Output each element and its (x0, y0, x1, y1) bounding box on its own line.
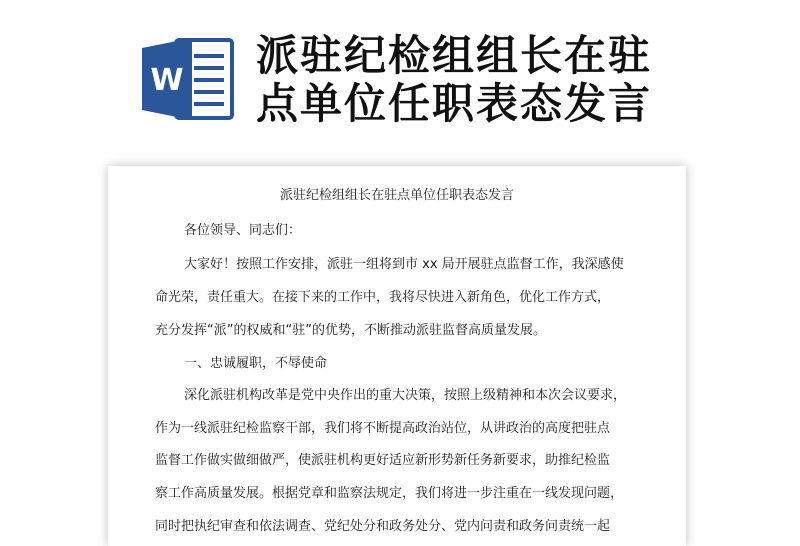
salutation-line: 各位领导、同志们： (184, 223, 302, 238)
paragraph-line: 察工作高质量发展。根据党章和监察法规定，我们将进一步注重在一线发现问题， (155, 486, 624, 501)
paragraph-line: 深化派驻机构改革是党中央作出的重大决策，按照上级精神和本次会议要求， (184, 388, 627, 403)
paragraph-line: 命光荣，责任重大。在接下来的工作中，我将尽快进入新角色，优化工作方式， (155, 290, 611, 305)
cover-header (0, 0, 800, 150)
section-heading: 一、忠诚履职，不辱使命 (184, 356, 328, 371)
document-title: 派驻纪检组组长在驻点单位任职表态发言 (279, 188, 514, 203)
cover-title (256, 32, 776, 128)
cover-title-line-2: 点单位任职表态发言 (256, 79, 653, 128)
cover-title-line-1: 派驻纪检组组长在驻 (256, 31, 653, 80)
paragraph-line: 同时把执纪审查和依法调查、党纪处分和政务处分、党内问责和政务问责统一起 (155, 519, 611, 534)
word-logo-letter: W (150, 63, 184, 98)
paragraph-line: 监督工作做实做细做严，使派驻机构更好适应新形势新任务新要求，助推纪检监 (155, 453, 611, 468)
paragraph-line: 充分发挥“派”的权威和“驻”的优势，不断推动派驻监督高质量发展。 (155, 323, 546, 338)
paragraph-line: 作为一线派驻纪检监察干部，我们将不断提高政治站位，从讲政治的高度把驻点 (155, 421, 611, 436)
document-page (108, 166, 686, 546)
word-document-icon (142, 36, 234, 122)
paragraph-line: 大家好！按照工作安排，派驻一组将到市 xx 局开展驻点监督工作，我深感使 (184, 257, 624, 272)
